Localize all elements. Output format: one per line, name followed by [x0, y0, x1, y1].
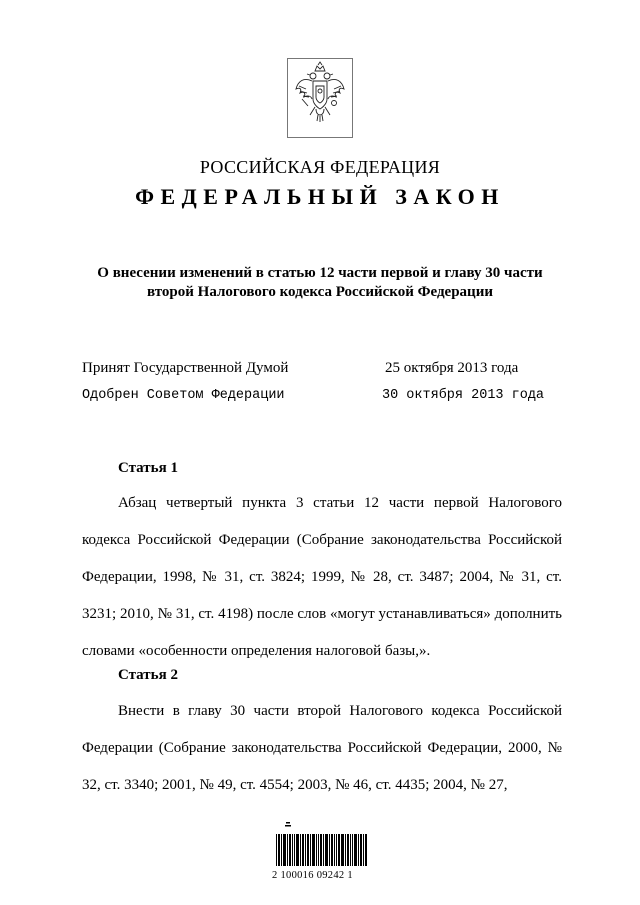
country-name: РОССИЙСКАЯ ФЕДЕРАЦИЯ: [199, 157, 441, 177]
coat-of-arms-icon: [287, 58, 353, 138]
article-2-text: Внести в главу 30 части второй Налогового кодекса Российской Федерации (Собрание законодательства Российской Федерации, 2000, № 32, ст. 3340; 2001, № 49, ст. 4554; 2003, № 46, ст. 4435; 2004, № 27,: [82, 703, 562, 793]
article-1-heading: Статья 1: [118, 460, 178, 476]
duma-adoption-label: Принят Государственной Думой: [82, 360, 289, 376]
council-approval-date: 30 октября 2013 года: [382, 388, 545, 403]
law-title-line-1: О внесении изменений в статью 12 части первой и главу 30 части: [97, 265, 543, 281]
duma-adoption-date: 25 октября 2013 года: [385, 360, 519, 376]
law-title: [60, 264, 580, 302]
law-title-line-2: второй Налогового кодекса Российской Федерации: [147, 284, 493, 300]
council-approval-label: Одобрен Советом Федерации: [82, 388, 285, 403]
law-type-heading: ФЕДЕРАЛЬНЫЙ ЗАКОН: [135, 184, 505, 209]
barcode: [272, 822, 372, 886]
barcode-number: 2 100016 09242 1: [272, 870, 353, 881]
article-2-heading: Статья 2: [118, 667, 178, 683]
barcode-icon: [272, 822, 372, 868]
article-1-text: Абзац четвертый пункта 3 статьи 12 части первой Налогового кодекса Российской Федерации (Собрание законодательства Российской Федерации, 1998, № 31, ст. 3824; 1999, № 28, ст. 3487; 2004, № 31, ст. 3231; 2010, № 31, ст. 4198) после слов «могут устанавливаться» дополнить словами «особенности определения налоговой базы,».: [82, 495, 562, 659]
